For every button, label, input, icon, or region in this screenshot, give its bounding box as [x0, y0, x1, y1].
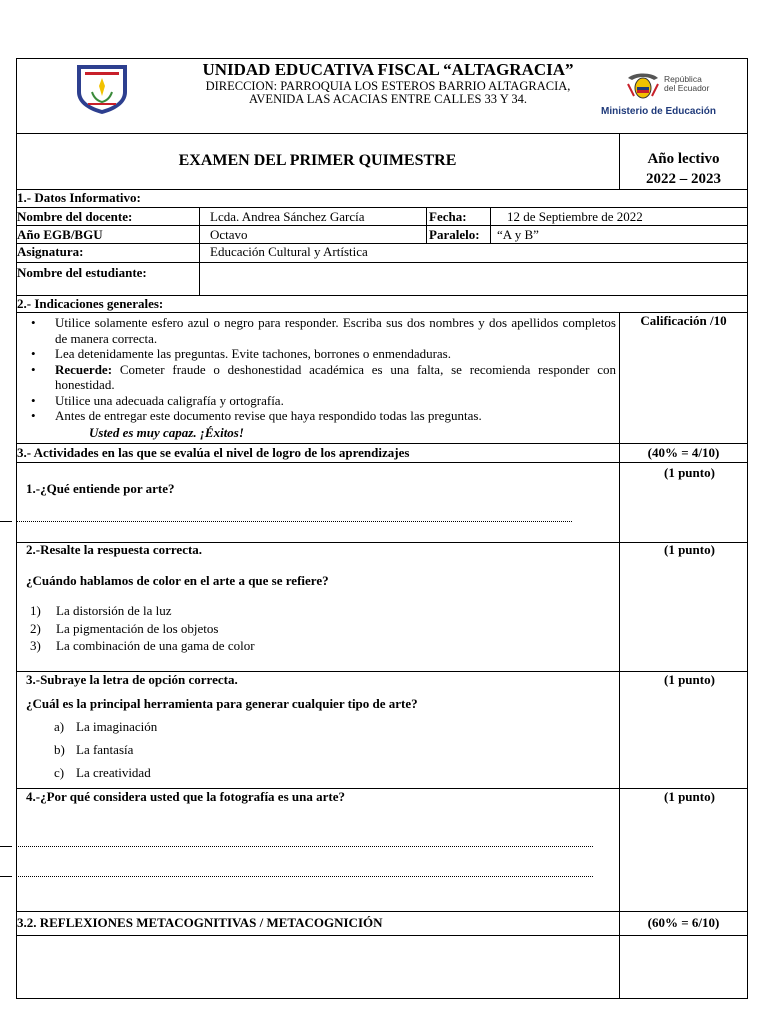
option-item[interactable]: a) La imaginación — [54, 719, 158, 734]
list-item: • Utilice una adecuada caligrafía y ortografía. — [18, 393, 616, 409]
answer-line[interactable] — [16, 521, 572, 522]
school-year-value: 2022 – 2023 — [646, 171, 721, 187]
school-shield-logo — [74, 62, 130, 116]
option-item[interactable]: 3) La combinación de una gama de color — [30, 638, 255, 653]
margin-mark — [0, 846, 12, 847]
ministry-label: Ministerio de Educación — [601, 106, 717, 117]
question-3: ¿Cuál es la principal herramienta para generar cualquier tipo de arte? — [26, 696, 418, 711]
docente-value[interactable]: Lcda. Andrea Sánchez García — [210, 209, 365, 224]
question-2: ¿Cuándo hablamos de color en el arte a que se refiere? — [26, 573, 329, 588]
margin-mark — [0, 521, 12, 522]
question-3-instruction: 3.-Subraye la letra de opción correcta. — [26, 672, 238, 687]
question-2-options — [30, 603, 255, 655]
estudiante-field[interactable] — [210, 265, 740, 291]
school-address-line2: AVENIDA LAS ACACIAS ENTRE CALLES 33 Y 34. — [248, 92, 528, 106]
fecha-value[interactable]: 12 de Septiembre de 2022 — [507, 209, 643, 224]
question-3-points: (1 punto) — [664, 672, 715, 687]
paralelo-label: Paralelo: — [429, 227, 480, 242]
egb-label: Año EGB/BGU — [17, 227, 103, 242]
answer-line[interactable] — [16, 846, 593, 847]
school-address-line1: DIRECCION: PARROQUIA LOS ESTEROS BARRIO ALTAGRACIA, — [205, 79, 571, 93]
list-item: • Recuerde: Cometer fraude o deshonestidad académica es una falta, se recomienda responder con honestidad. — [18, 362, 616, 393]
docente-label: Nombre del docente: — [17, 209, 133, 224]
margin-mark — [0, 876, 12, 877]
exam-title: EXAMEN DEL PRIMER QUIMESTRE — [178, 152, 457, 169]
asignatura-value[interactable]: Educación Cultural y Artística — [210, 244, 368, 259]
question-2-points: (1 punto) — [664, 542, 715, 557]
question-4-points: (1 punto) — [664, 789, 715, 804]
school-name: UNIDAD EDUCATIVA FISCAL “ALTAGRACIA” — [202, 60, 574, 79]
paralelo-value[interactable]: “A y B” — [497, 227, 539, 242]
indicaciones-heading: 2.- Indicaciones generales: — [17, 296, 164, 311]
reflexiones-answer-area[interactable] — [17, 936, 619, 998]
question-1-points: (1 punto) — [664, 465, 715, 480]
list-item: • Lea detenidamente las preguntas. Evite tachones, borrones o enmendaduras. — [18, 346, 616, 362]
question-4: 4.-¿Por qué considera usted que la fotografía es una arte? — [26, 789, 345, 804]
calificacion-label: Calificación /10 — [640, 313, 727, 328]
del-ecuador-label: del Ecuador — [664, 83, 710, 93]
list-item: • Antes de entregar este documento revise que haya respondido todas las preguntas. — [18, 408, 616, 424]
reflexiones-heading: 3.2. REFLEXIONES METACOGNITIVAS / METACOGNICIÓN — [17, 915, 383, 930]
option-item[interactable]: b) La fantasía — [54, 742, 134, 757]
reflexiones-weight: (60% = 6/10) — [647, 915, 720, 930]
answer-line[interactable] — [16, 876, 593, 877]
question-2-instruction: 2.-Resalte la respuesta correcta. — [26, 542, 203, 557]
indicaciones-list — [18, 315, 616, 424]
question-1: 1.-¿Qué entiende por arte? — [26, 481, 175, 496]
republica-label: República — [664, 74, 702, 84]
school-year-label: Año lectivo — [647, 151, 720, 167]
option-item[interactable]: c) La creatividad — [54, 765, 151, 780]
actividades-weight: (40% = 4/10) — [647, 445, 720, 460]
option-item[interactable]: 2) La pigmentación de los objetos — [30, 621, 219, 636]
motto: Usted es muy capaz. ¡Éxitos! — [89, 425, 244, 440]
list-item: • Utilice solamente esfero azul o negro para responder. Escriba sus dos nombres y dos apellidos completos de manera correcta. — [18, 315, 616, 346]
option-item[interactable]: 1) La distorsión de la luz — [30, 603, 172, 618]
ecuador-coat-of-arms-icon — [624, 70, 662, 102]
question-3-options — [54, 719, 157, 788]
asignatura-label: Asignatura: — [17, 244, 84, 259]
actividades-heading: 3.- Actividades en las que se evalúa el nivel de logro de los aprendizajes — [17, 445, 410, 460]
egb-value[interactable]: Octavo — [210, 227, 248, 242]
datos-heading: 1.- Datos Informativo: — [17, 190, 141, 205]
estudiante-label: Nombre del estudiante: — [17, 265, 147, 280]
fecha-label: Fecha: — [429, 209, 467, 224]
